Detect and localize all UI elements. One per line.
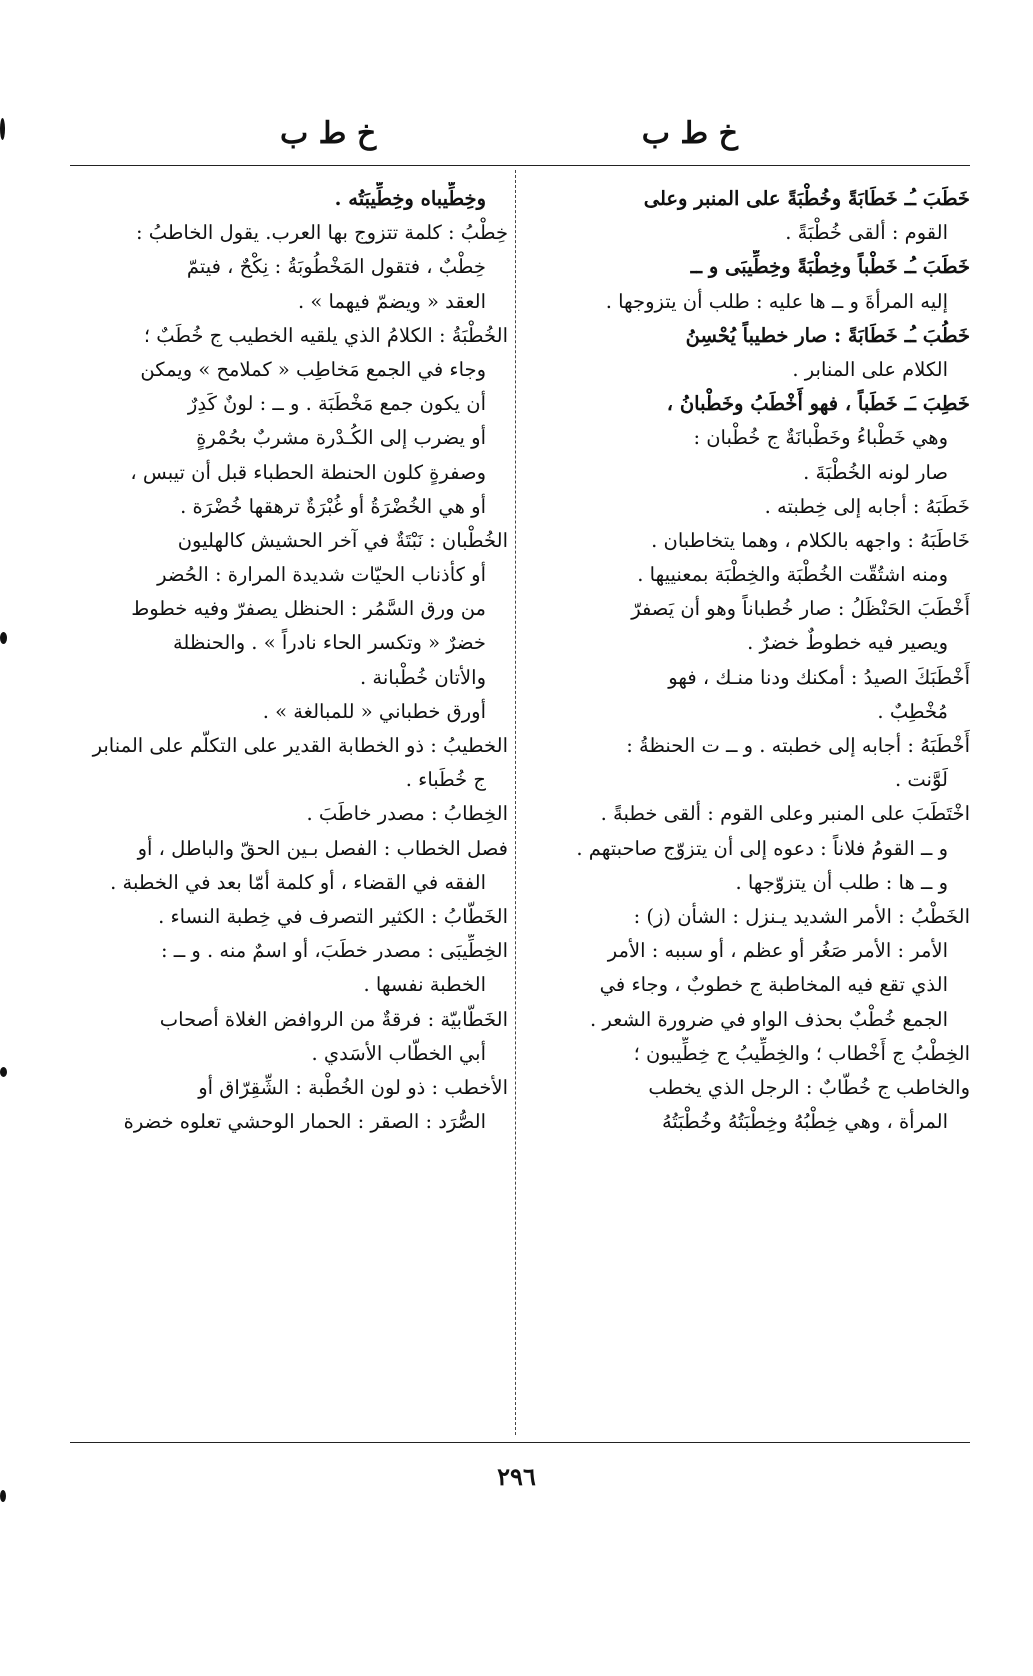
entry-line: الصُّرَد : الصقر : الحمار الوحشي تعلوه خضرة — [123, 1110, 486, 1134]
entry-line: أَخْطَبَكَ الصيدُ : أمكنك ودنا منـك ، فهو — [668, 665, 970, 689]
entry-line: القوم : ألقى خُطْبَةً . — [785, 221, 948, 245]
entry-line: خِطْبٌ ، فتقول المَخْطُوبَةُ : نِكْحٌ ، فيتمّ — [186, 255, 486, 279]
entry-line: الخطبة نفسها . — [363, 973, 486, 997]
scan-edge-mark — [0, 118, 5, 140]
entry-line: الذي تقع فيه المخاطبة ج خطوبٌ ، وجاء في — [599, 973, 948, 997]
top-rule — [70, 165, 970, 166]
entry-line: صار لونه الخُطْبَةَ . — [803, 460, 948, 484]
entry-line: خَطَبَ ـُـ خَطْباً وخِطْبَةً وخِطِّيبَى و ــ — [690, 255, 970, 279]
scan-edge-mark — [0, 1490, 6, 1502]
column-divider — [515, 170, 516, 1435]
entry-line: الخطيبُ : ذو الخطابة القدير على التكلّم على المنابر — [92, 734, 508, 757]
entry-line: لَوَّنت . — [895, 768, 948, 792]
entry-line: أن يكون جمع مَخْطَبَة . و ــ : لونٌ كَدِرٌ — [187, 392, 486, 416]
entry-line: الخِطْبُ ج أَخْطاب ؛ والخِطِّيبُ ج خِطِّيبون ؛ — [633, 1041, 970, 1065]
entry-line: إليه المرأةَ و ــ ها عليه : طلب أن يتزوجها . — [605, 289, 948, 313]
left-column — [68, 182, 508, 1139]
entry-line: خَطِبَ ـَـ خَطَباً ، فهو أَخْطَبُ وخَطْبانُ ، — [666, 392, 970, 416]
entry-line: والخاطب ج خُطّابٌ : الرجل الذي يخطب — [648, 1075, 970, 1099]
entry-line: أو كأذناب الحيّات شديدة المرارة : الحُضر — [157, 563, 486, 587]
entry-line: أَخْطَبَ الحَنْظَلُ : صار خُطباناً وهو أن يَصفرّ — [631, 597, 970, 621]
entry-line: الأمر : الأمر صَغُر أو عظم ، أو سببه : الأمر — [607, 939, 948, 963]
scan-edge-mark — [0, 1067, 7, 1077]
right-column — [528, 182, 970, 1139]
entry-line: الكلام على المنابر . — [792, 357, 948, 381]
entry-line: الخَطْبُ : الأمر الشديد يـنزل : الشأن (ز) : — [633, 904, 970, 928]
entry-line: اخْتَطَبَ على المنبر وعلى القوم : ألقى خطبةً . — [600, 802, 970, 826]
entry-line: ج خُطَباء . — [405, 768, 486, 792]
scan-edge-mark — [0, 632, 7, 644]
entry-line: فصل الخطاب : الفصل بـين الحقّ والباطل ، أو — [137, 836, 508, 860]
entry-line: وصفرةٍ كلون الحنطة الحطباء قبل أن تيبس ، — [130, 460, 486, 484]
entry-line: الخِطابُ : مصدر خاطَبَ . — [306, 802, 508, 826]
entry-line: الخُطْبان : نَبْتَةٌ في آخر الحشيش كالهليون — [177, 528, 508, 552]
entry-line: وهي خَطْباءُ وخَطْبانَةٌ ج خُطْبان : — [693, 426, 948, 450]
entry-line: وجاء في الجمع مَخاطِب « كملامح » ويمكن — [140, 357, 486, 381]
entry-line: الخَطّابُ : الكثير التصرف في خِطبة النساء . — [158, 904, 508, 928]
entry-line: أو هي الخُضْرَةُ أو غُبْرَةٌ ترهقها خُضْرَة . — [180, 494, 486, 518]
entry-line: خَطَبَ ـُـ خَطَابَةً وخُطْبَةً على المنبر وعلى — [643, 187, 970, 210]
entry-line: أو يضرب إلى الكُـدْرة مشربٌ بحُمْرةٍ — [196, 426, 486, 450]
entry-line: أَخْطَبَهُ : أجابه إلى خطبته . و ــ ت الحنظةُ : — [626, 734, 970, 757]
running-head-left: خ ط ب — [280, 116, 377, 151]
entry-line: خَطَبَهُ : أجابه إلى خِطبته . — [764, 494, 970, 518]
entry-line: مُخْطِبٌ . — [877, 699, 948, 723]
bottom-rule — [70, 1442, 970, 1443]
entry-line: و ــ ها : طلب أن يتزوّجها . — [735, 870, 948, 894]
entry-line: خَاطَبَهُ : واجهه بالكلام ، وهما يتخاطبان . — [651, 528, 970, 552]
entry-line: أبي الخطّاب الأسَدي . — [311, 1041, 486, 1065]
entry-line: خَطُبَ ـُـ خَطَابَةً : صار خطيباً يُحْسِنُ — [685, 323, 970, 347]
entry-line: الفقه في القضاء ، أو كلمة أمّا بعد في الخطبة . — [110, 870, 486, 894]
entry-line: المرأة ، وهي خِطْبُهُ وخِطْبَتُهُ وخُطْبَتُهُ — [661, 1110, 948, 1134]
page-number: ٢٩٦ — [497, 1462, 536, 1491]
entry-line: خضرٌ « وتكسر الحاء نادراً » . والحنظلة — [172, 631, 486, 655]
entry-line: الخِطِّيبَى : مصدر خطَبَ، أو اسمٌ منه . و ــ : — [161, 939, 508, 963]
entry-line: والأتان خُطْبانة . — [360, 665, 486, 689]
entry-line: أورق خطباني « للمبالغة » . — [262, 699, 486, 723]
entry-line: خِطْبُ : كلمة تتزوج بها العرب. يقول الخاطبُ : — [136, 221, 508, 245]
entry-line: ومنه اشتُقّت الخُطْبَة والخِطْبَة بمعنييها . — [637, 563, 948, 587]
entry-line: من ورق السَّمُر : الحنظل يصفرّ وفيه خطوط — [131, 597, 486, 621]
entry-line: الخَطّابيّة : فرقةٌ من الروافض الغلاة أصحاب — [159, 1007, 508, 1031]
entry-line: الخُطْبَةُ : الكلامُ الذي يلقيه الخطيب ج خُطَبٌ ؛ — [143, 323, 508, 347]
entry-line: العقد « ويضمّ فيهما » . — [297, 289, 486, 313]
entry-line: الأخطب : ذو لون الخُطْبة : الشِّقِرّاق أو — [198, 1075, 508, 1099]
entry-line: وخِطِّيباه وخِطِّيبَتُه . — [334, 187, 486, 210]
entry-line: ويصير فيه خطوطٌ خضرٌ . — [747, 631, 948, 655]
running-head-right: خ ط ب — [641, 116, 738, 151]
entry-line: الجمع خُطْبٌ بحذف الواو في ضرورة الشعر . — [590, 1007, 948, 1031]
entry-line: و ــ القومُ فلاناً : دعوه إلى أن يتزوّج صاحبتهم . — [576, 836, 948, 860]
